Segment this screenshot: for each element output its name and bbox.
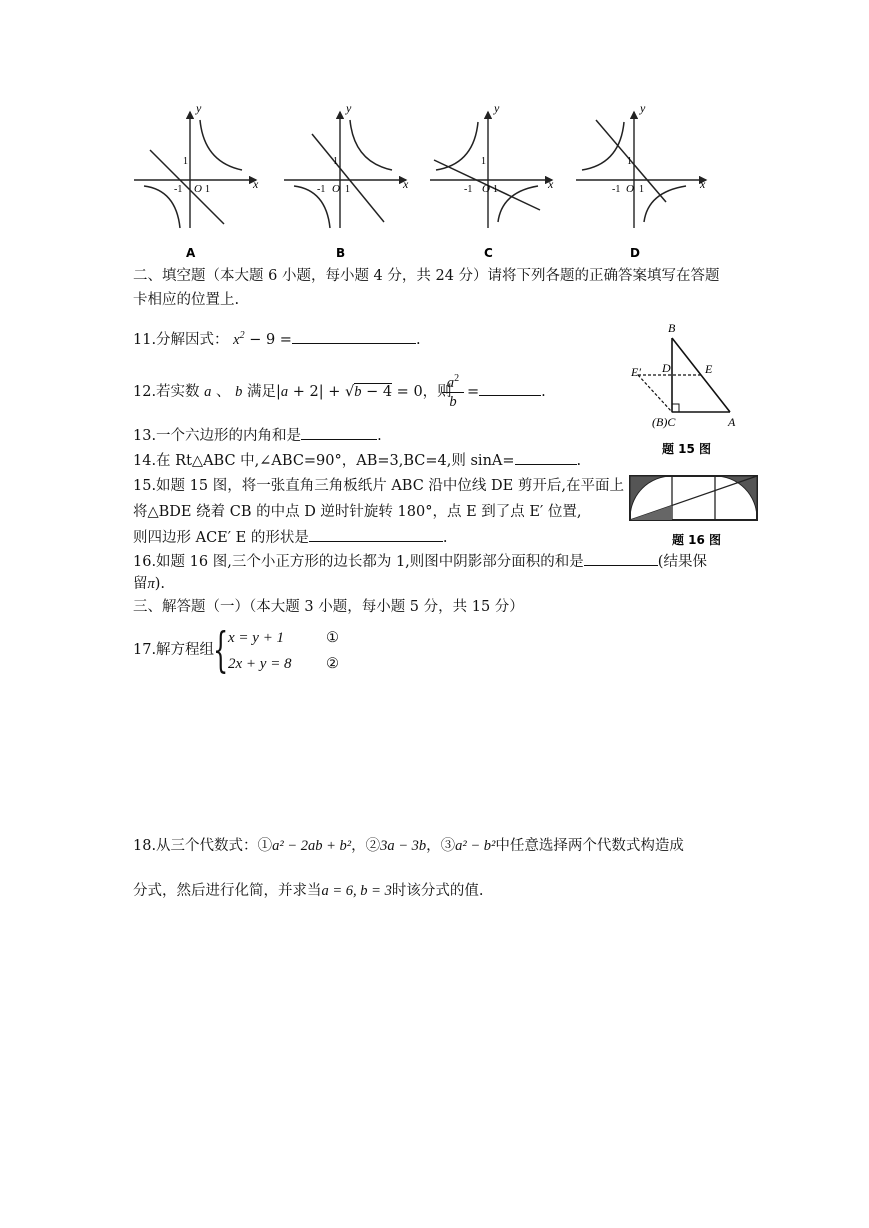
question-15-line1: 15.如题 15 图，将一张直角三角板纸片 ABC 沿中位线 DE 剪开后,在平面上 [133, 478, 624, 494]
axis-x-label: x [548, 177, 554, 191]
tick-label: -1 [174, 184, 183, 195]
graph-b [284, 101, 409, 260]
q18-expr-1: a² − 2ab + b² [272, 838, 352, 854]
q18-expr-3: a² − b² [455, 838, 496, 854]
section-2-heading-line2: 卡相应的位置上. [133, 292, 240, 308]
tick-label: 1 [183, 156, 188, 167]
fig15-label-eprime: E′ [631, 365, 641, 379]
q12-answer-blank[interactable] [479, 381, 541, 396]
axis-y-label: y [196, 101, 202, 115]
question-16-line2: 留π). [133, 576, 166, 592]
origin-label: O [194, 183, 202, 195]
graph-a [134, 101, 259, 260]
tick-label: 1 [481, 156, 486, 167]
q11-end: . [415, 331, 421, 348]
q12-label: 12.若实数 [133, 384, 200, 400]
question-15-line3: 则四边形 ACE′ E 的形状是 . [133, 527, 447, 548]
fig15-label-d: D [662, 361, 671, 375]
question-11 [133, 326, 421, 350]
fig15-label-e: E [705, 362, 713, 376]
q18-values: a = 6, b = 3 [321, 883, 392, 899]
question-16-line1: 16.如题 16 图,三个小正方形的边长都为 1,则图中阴影部分面积的和是 (结果保 [133, 551, 707, 572]
option-label-b: B [336, 246, 346, 260]
graph-d [576, 101, 706, 260]
q18-expr-2: 3a − 3b [380, 838, 427, 854]
option-label-d: D [630, 246, 640, 260]
origin-label: O [482, 183, 490, 195]
tick-label: 1 [493, 184, 498, 195]
option-label-c: C [484, 246, 493, 260]
axis-x-label: x [253, 177, 259, 191]
tick-label: 1 [627, 156, 632, 167]
q17-equation-2: 2x + y = 8 [228, 656, 292, 672]
tick-label: -1 [317, 184, 326, 195]
graph-c [430, 101, 554, 260]
tick-label: -1 [464, 184, 473, 195]
function-graph-options [120, 100, 720, 265]
q12-mid: 满足 [247, 384, 276, 400]
q15-answer-blank[interactable] [309, 527, 443, 542]
axis-x-label: x [403, 177, 409, 191]
q17-mark-1: ① [326, 630, 339, 646]
fig15-caption: 题 15 图 [662, 442, 712, 456]
axis-y-label: y [640, 101, 646, 115]
fig15-label-bc: (B)C [652, 415, 676, 429]
q12-fraction: $a^2$ b [442, 370, 464, 411]
option-label-a: A [186, 246, 196, 260]
question-15-line2: 将△BDE 绕着 CB 的中点 D 逆时针旋转 180°，点 E 到了点 E′ 位置, [133, 504, 582, 520]
q17-mark-2: ② [326, 656, 339, 672]
section-3-heading: 三、解答题（一）（本大题 3 小题，每小题 5 分，共 15 分） [133, 599, 524, 615]
fig15-label-a: A [728, 415, 736, 429]
section-2-heading-line1: 二、填空题（本大题 6 小题，每小题 4 分，共 24 分）请将下列各题的正确答案填写在答题 [133, 268, 720, 284]
axis-y-label: y [494, 101, 500, 115]
tick-label: 1 [205, 184, 210, 195]
q17-equation-1: x = y + 1 [228, 630, 285, 646]
question-18-line1: 18.从三个代数式：①a² − 2ab + b²，②3a − 3b，③a² − b²中任意选择两个代数式构造成 [133, 838, 684, 854]
q14-answer-blank[interactable] [515, 450, 577, 465]
fig16-caption: 题 16 图 [672, 533, 722, 547]
q11-answer-blank[interactable] [292, 329, 416, 344]
figure-16 [628, 474, 760, 550]
q17-brace: { [213, 622, 229, 678]
q11-expr: $x^2$ [233, 330, 245, 348]
question-18-line2: 分式，然后进行化简，并求当a = 6, b = 3时该分式的值. [133, 883, 484, 899]
question-12: 12.若实数 a 、 b 满足|a + 2| + √b − 4 = 0，则 [133, 384, 452, 400]
q12-answer-line: = . [467, 381, 546, 402]
axis-y-label: y [346, 101, 352, 115]
tick-label: 1 [345, 184, 350, 195]
tick-label: 1 [333, 156, 338, 167]
figure-15 [626, 318, 746, 460]
q17-label: 17.解方程组 [133, 642, 215, 658]
tick-label: 1 [639, 184, 644, 195]
fig15-label-b: B [668, 321, 676, 335]
q12-condition: |a + 2| + √b − 4 = 0 [276, 384, 423, 400]
origin-label: O [626, 183, 634, 195]
q12-then: ，则 [422, 384, 452, 400]
q11-label: 11.分解因式： [133, 331, 229, 348]
origin-label: O [332, 183, 340, 195]
q13-answer-blank[interactable] [301, 425, 377, 440]
q16-answer-blank[interactable] [584, 551, 658, 566]
axis-x-label: x [700, 177, 706, 191]
question-14: 14.在 Rt△ABC 中,∠ABC=90°，AB=3,BC=4,则 sinA= . [133, 450, 581, 471]
question-13: 13.一个六边形的内角和是 . [133, 425, 382, 446]
q11-expr-tail: − 9 = [249, 331, 292, 348]
tick-label: -1 [612, 184, 621, 195]
